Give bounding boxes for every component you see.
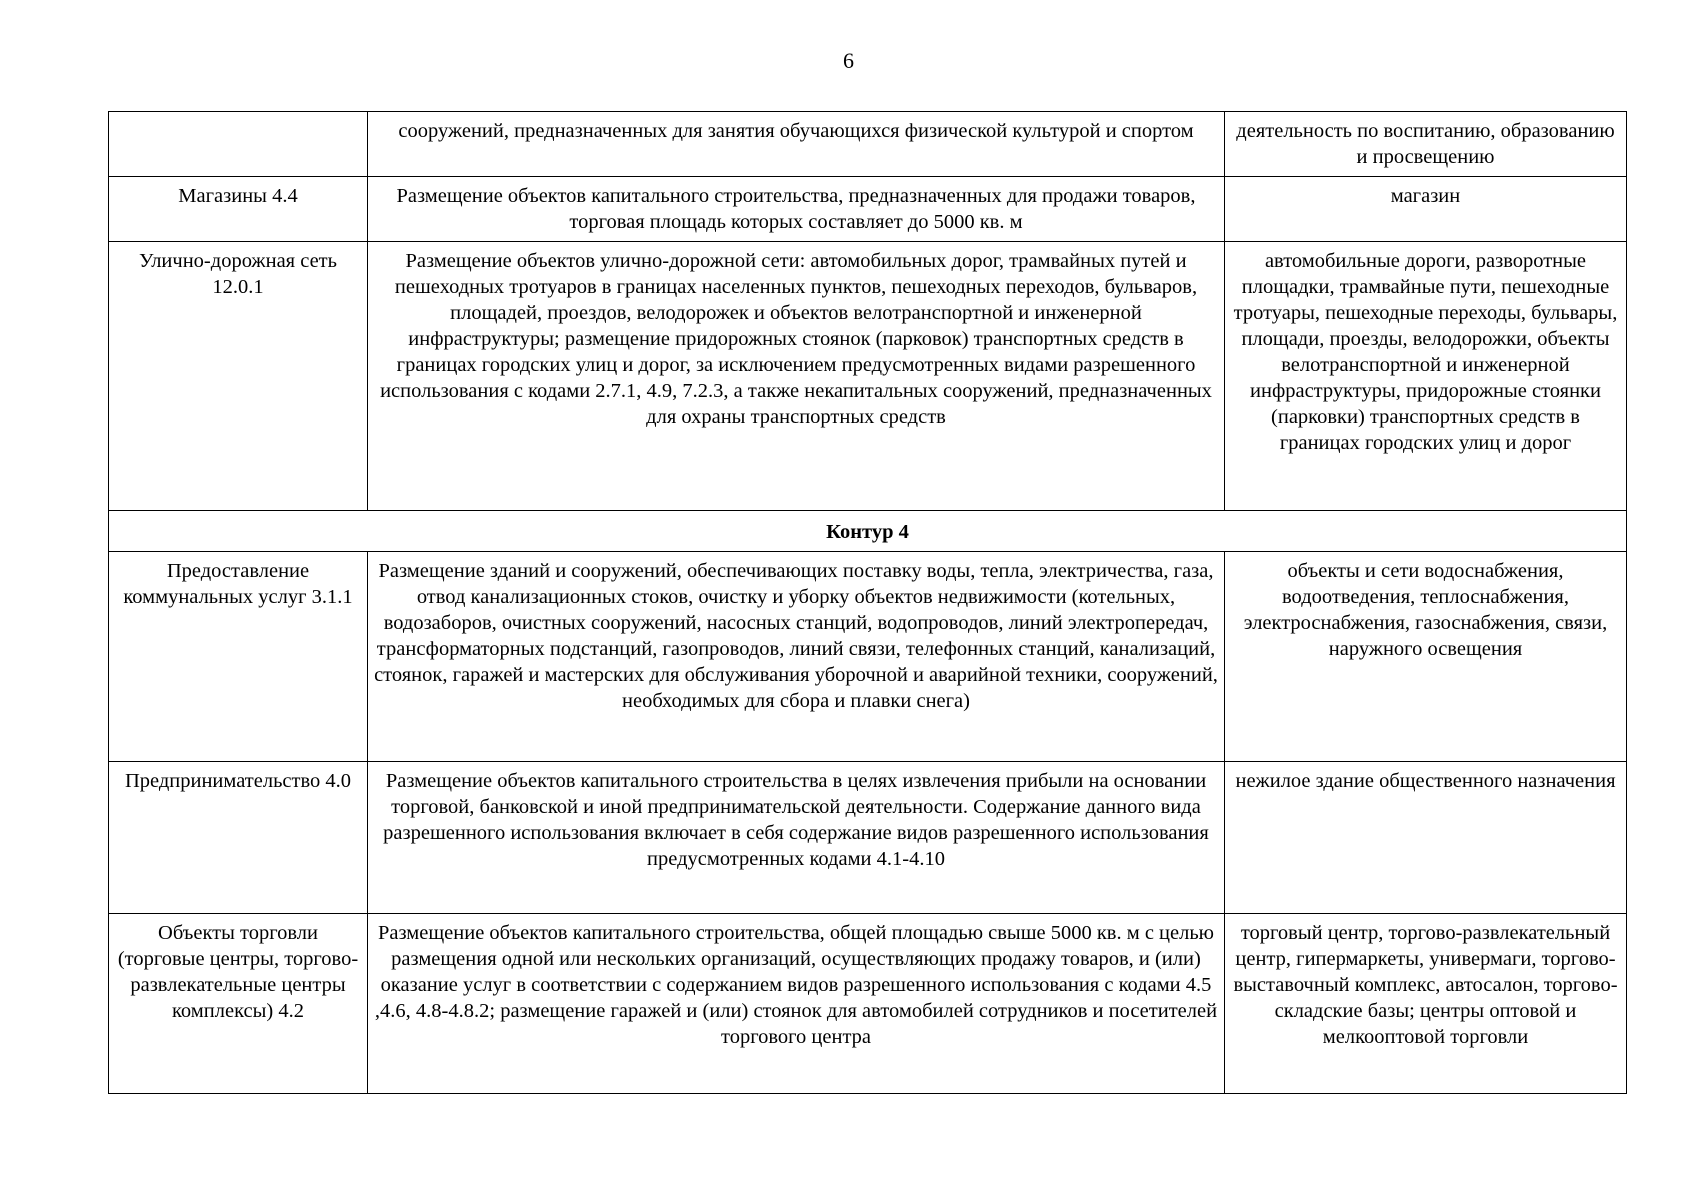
section-title: Контур 4: [109, 511, 1627, 552]
table-row: [109, 242, 1627, 511]
use-type-description: Размещение зданий и сооружений, обеспечивающих поставку воды, тепла, электричества, газа, отвод канализационных стоков, очистку и уборку объектов недвижимости (котельных, водозаборов, очистных сооружений, насосных станций, водопроводов, линий электропередач, трансформаторных подстанций, газопроводов, линий связи, телефонных станций, канализаций, стоянок, гаражей и мастерских для обслуживания уборочной и аварийной техники, сооружений, необходимых для сбора и плавки снега): [368, 552, 1225, 762]
use-type-name: Предпринимательство 4.0: [109, 762, 368, 914]
use-type-description: сооружений, предназначенных для занятия обучающихся физической культурой и спортом: [368, 112, 1225, 177]
permitted-objects: нежилое здание общественного назначения: [1225, 762, 1627, 914]
permitted-objects: торговый центр, торгово-развлекательный центр, гипермаркеты, универмаги, торгово-выставочный комплекс, автосалон, торгово-складские базы; центры оптовой и мелкооптовой торговли: [1225, 914, 1627, 1094]
table-row: [109, 914, 1627, 1094]
section-header-row: [109, 511, 1627, 552]
table-row: [109, 112, 1627, 177]
page-number: 6: [843, 48, 854, 73]
permitted-objects: магазин: [1225, 177, 1627, 242]
use-type-name: [109, 112, 368, 177]
use-type-description: Размещение объектов капитального строительства, предназначенных для продажи товаров, торговая площадь которых составляет до 5000 кв. м: [368, 177, 1225, 242]
use-type-name: Улично-дорожная сеть 12.0.1: [109, 242, 368, 511]
use-type-description: Размещение объектов капитального строительства в целях извлечения прибыли на основании торговой, банковской и иной предпринимательской деятельности. Содержание данного вида разрешенного использования включает в себя содержание видов разрешенного использования предусмотренных кодами 4.1-4.10: [368, 762, 1225, 914]
permitted-objects: деятельность по воспитанию, образованию и просвещению: [1225, 112, 1627, 177]
table-row: [109, 552, 1627, 762]
use-type-name: Магазины 4.4: [109, 177, 368, 242]
use-type-name: Объекты торговли (торговые центры, торгово-развлекательные центры комплексы) 4.2: [109, 914, 368, 1094]
use-type-description: Размещение объектов улично-дорожной сети: автомобильных дорог, трамвайных путей и пешеходных тротуаров в границах населенных пунктов, пешеходных переходов, бульваров, площадей, проездов, велодорожек и объектов велотранспортной и инженерной инфраструктуры; размещение придорожных стоянок (парковок) транспортных средств в границах городских улиц и дорог, за исключением предусмотренных видами разрешенного использования с кодами 2.7.1, 4.9, 7.2.3, а также некапитальных сооружений, предназначенных для охраны транспортных средств: [368, 242, 1225, 511]
permitted-objects: автомобильные дороги, разворотные площадки, трамвайные пути, пешеходные тротуары, пешеходные переходы, бульвары, площади, проезды, велодорожки, объекты велотранспортной и инженерной инфраструктуры, придорожные стоянки (парковки) транспортных средств в границах городских улиц и дорог: [1225, 242, 1627, 511]
use-type-description: Размещение объектов капитального строительства, общей площадью свыше 5000 кв. м с целью размещения одной или нескольких организаций, осуществляющих продажу товаров, и (или) оказание услуг в соответствии с содержанием видов разрешенного использования с кодами 4.5 ,4.6, 4.8-4.8.2; размещение гаражей и (или) стоянок для автомобилей сотрудников и посетителей торгового центра: [368, 914, 1225, 1094]
table-row: [109, 762, 1627, 914]
table-row: [109, 177, 1627, 242]
land-use-table: [108, 111, 1627, 1094]
use-type-name: Предоставление коммунальных услуг 3.1.1: [109, 552, 368, 762]
permitted-objects: объекты и сети водоснабжения, водоотведения, теплоснабжения, электроснабжения, газоснабжения, связи, наружного освещения: [1225, 552, 1627, 762]
